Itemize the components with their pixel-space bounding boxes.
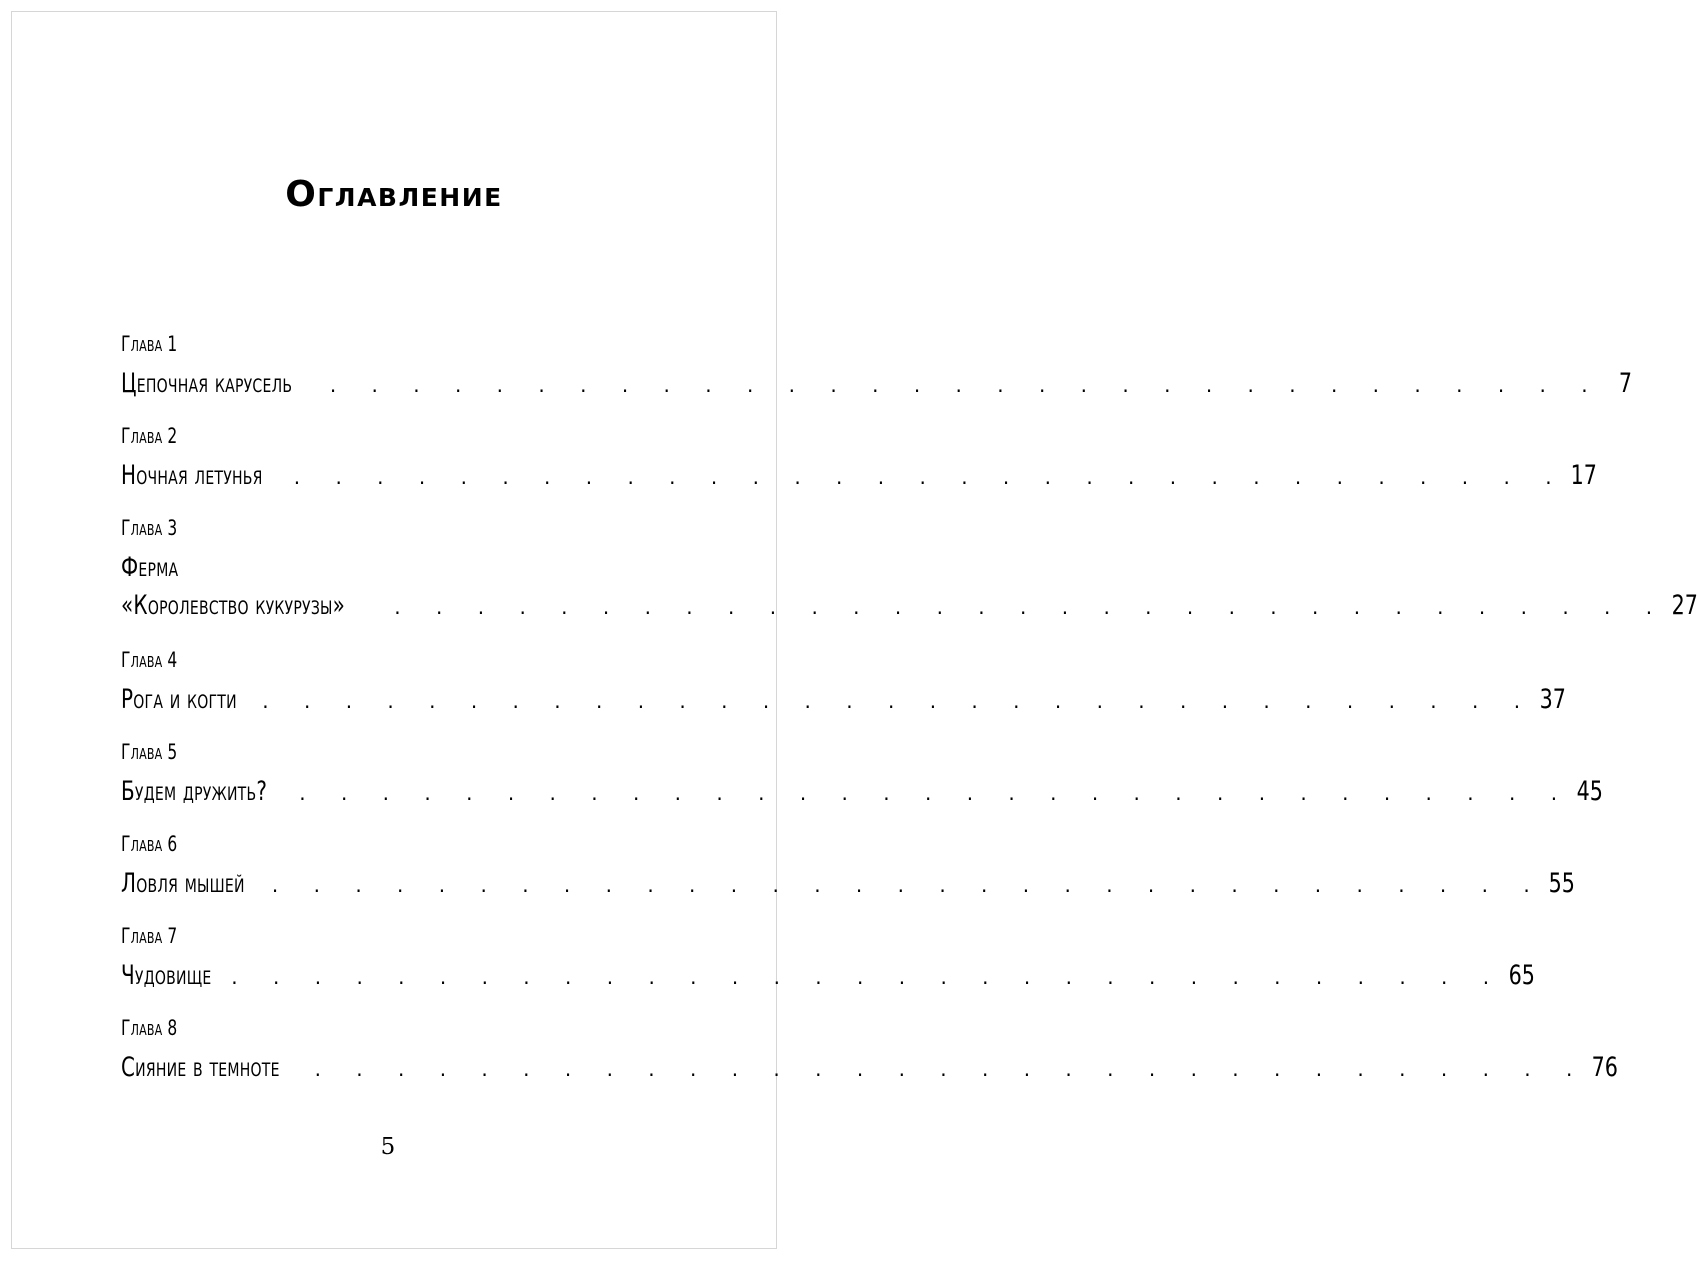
dot-leader: . . . . . . . . . . . . . . . . . . . . . . . . . . . . . . . (314, 1057, 1587, 1081)
entry-line (121, 957, 1535, 995)
page-number: 37 (1539, 684, 1566, 715)
toc-entry-chapter-2[interactable] (121, 423, 1597, 515)
entry-line (121, 587, 1698, 625)
page-folio-number: 5 (380, 1134, 396, 1160)
dot-leader: . . . . . . . . . . . . . . . . . . . . . . . . . . . . . . . (394, 595, 1667, 619)
chapter-title: Ловля мышей (121, 868, 245, 899)
dot-leader: . . . . . . . . . . . . . . . . . . . . . . . . . . . . . . . (329, 373, 1603, 397)
dot-leader: . . . . . . . . . . . . . . . . . . . . . . . . . . . . . . . (262, 689, 1535, 713)
chapter-title: Ночная летунья (121, 460, 263, 491)
page-number: 7 (1618, 368, 1633, 399)
toc-entry-chapter-1[interactable] (121, 331, 1633, 423)
entry-line (121, 773, 1603, 811)
chapter-label: Глава 1 (121, 332, 178, 356)
page-number: 65 (1508, 960, 1535, 991)
dot-leader: . . . . . . . . . . . . . . . . . . . . . . . . . . . . . . . (293, 465, 1567, 489)
chapter-title-line-1: Ферма (121, 552, 179, 583)
chapter-label: Глава 2 (121, 424, 178, 448)
chapter-label: Глава 8 (121, 1016, 178, 1040)
dot-leader: . . . . . . . . . . . . . . . . . . . . . . . . . . . . . . . (299, 781, 1572, 805)
chapter-label: Глава 7 (121, 924, 178, 948)
page-number: 17 (1570, 460, 1597, 491)
entry-line (121, 365, 1633, 403)
chapter-title: Чудовище (121, 960, 212, 991)
chapter-label: Глава 5 (121, 740, 178, 764)
dot-leader: . . . . . . . . . . . . . . . . . . . . . . . . . . . . . . . (271, 873, 1545, 897)
table-of-contents (121, 331, 1698, 1107)
toc-entry-chapter-7[interactable] (121, 923, 1535, 1015)
chapter-title: «Королевство кукурузы» (121, 590, 346, 621)
toc-entry-chapter-4[interactable] (121, 647, 1566, 739)
toc-entry-chapter-6[interactable] (121, 831, 1576, 923)
chapter-title: Сияние в темноте (121, 1052, 280, 1083)
chapter-title: Будем дружить? (121, 776, 268, 807)
entry-line (121, 457, 1597, 495)
page-number: 27 (1671, 590, 1698, 621)
chapter-title: Рога и когти (121, 684, 237, 715)
page-number: 45 (1576, 776, 1603, 807)
entry-line-first (121, 549, 636, 587)
toc-entry-chapter-8[interactable] (121, 1015, 1618, 1107)
chapter-label: Глава 3 (121, 516, 178, 540)
entry-line (121, 1049, 1618, 1087)
entry-line (121, 865, 1576, 903)
page-number: 76 (1591, 1052, 1618, 1083)
entry-line (121, 681, 1566, 719)
toc-entry-chapter-3[interactable] (121, 515, 1698, 647)
chapter-label: Глава 4 (121, 648, 178, 672)
chapter-title: Цепочная карусель (121, 368, 293, 399)
toc-entry-chapter-5[interactable] (121, 739, 1603, 831)
page-title: Оглавление (285, 174, 503, 215)
chapter-label: Глава 6 (121, 832, 178, 856)
page-number: 55 (1548, 868, 1576, 899)
dot-leader: . . . . . . . . . . . . . . . . . . . . . . . . . . . . . . . (231, 965, 1504, 989)
